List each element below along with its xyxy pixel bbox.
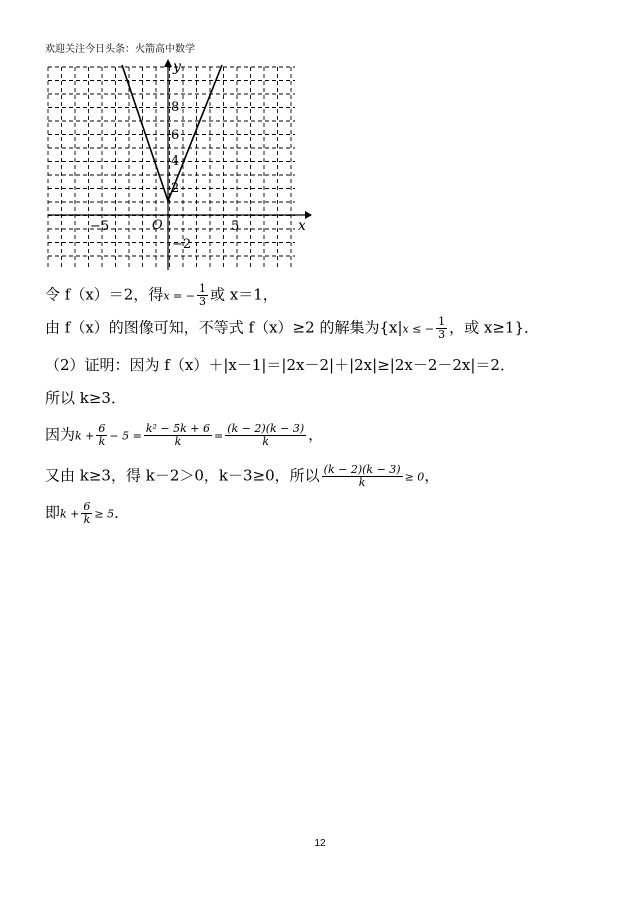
tick-label-y-2: 2 xyxy=(171,181,180,196)
tick-label-y-8: 8 xyxy=(171,100,180,115)
text: 或 x＝1， xyxy=(209,285,278,304)
tick-label-y-4: 4 xyxy=(171,154,180,169)
math-expr: ≥ 0 xyxy=(404,470,425,484)
fraction: $\frac{(k - 2)(k - 3)}{k}$ xyxy=(323,463,401,489)
fraction: $\frac{\text{k² − 5k + 6}}{k}$ xyxy=(145,422,211,448)
math-expr: − 5 = xyxy=(109,429,142,443)
text: 令 f（x）＝2，得 xyxy=(45,285,164,304)
math-expr: k + xyxy=(60,507,80,521)
math-expr: x = − xyxy=(163,289,195,303)
x-axis-label: x xyxy=(298,218,306,234)
y-axis-label: y xyxy=(173,59,181,75)
text: ． xyxy=(114,503,130,522)
text: 因为 xyxy=(45,425,76,444)
text: 由 f（x）的图像可知，不等式 f（x）≥2 的解集为{x| xyxy=(45,318,403,337)
tick-label-y-6: 6 xyxy=(171,128,180,143)
tick-label-x-neg5: −5 xyxy=(90,219,110,234)
text: 又由 k≥3，得 k－2＞0，k－3≥0，所以 xyxy=(45,466,320,485)
solution-line-4: 所以 k≥3． xyxy=(45,389,126,407)
text: ， xyxy=(308,425,324,444)
text: ， xyxy=(424,466,440,485)
tick-label-y-neg2: −2 xyxy=(172,237,192,252)
fraction: $\frac{6}{k}$ xyxy=(98,422,106,448)
solution-line-2 xyxy=(45,316,539,341)
solution-line-7 xyxy=(45,501,129,526)
origin-label: O xyxy=(152,218,163,233)
header-text: 欢迎关注今日头条：火箭高中数学 xyxy=(45,44,195,55)
text: 即 xyxy=(45,503,61,522)
page-number: 12 xyxy=(314,838,326,849)
fraction: $\frac{1}{3}$ xyxy=(438,315,446,341)
fraction: $\frac{(k - 2)(k - 3)}{k}$ xyxy=(227,422,305,448)
solution-line-1 xyxy=(45,283,278,308)
math-expr: k + xyxy=(75,429,95,443)
fraction: $\frac{1}{3}$ xyxy=(198,282,206,308)
solution-line-5 xyxy=(45,423,323,448)
solution-line-6 xyxy=(45,464,439,489)
fraction: $\frac{6}{k}$ xyxy=(83,500,91,526)
y-axis-arrow xyxy=(164,59,172,67)
solution-line-3: （2）证明：因为 f（x）＋|x－1|＝|2x－2|＋|2x|≥|2x－2－2x|＝2． xyxy=(45,356,515,374)
math-expr: ≥ 5 xyxy=(94,507,115,521)
text: ，或 x≥1}． xyxy=(449,318,540,337)
math-expr: x ≤ − xyxy=(402,322,435,336)
math-expr: = xyxy=(214,429,224,443)
function-graph xyxy=(40,55,320,275)
tick-label-x-5: 5 xyxy=(231,219,240,234)
x-axis-arrow xyxy=(305,211,312,219)
